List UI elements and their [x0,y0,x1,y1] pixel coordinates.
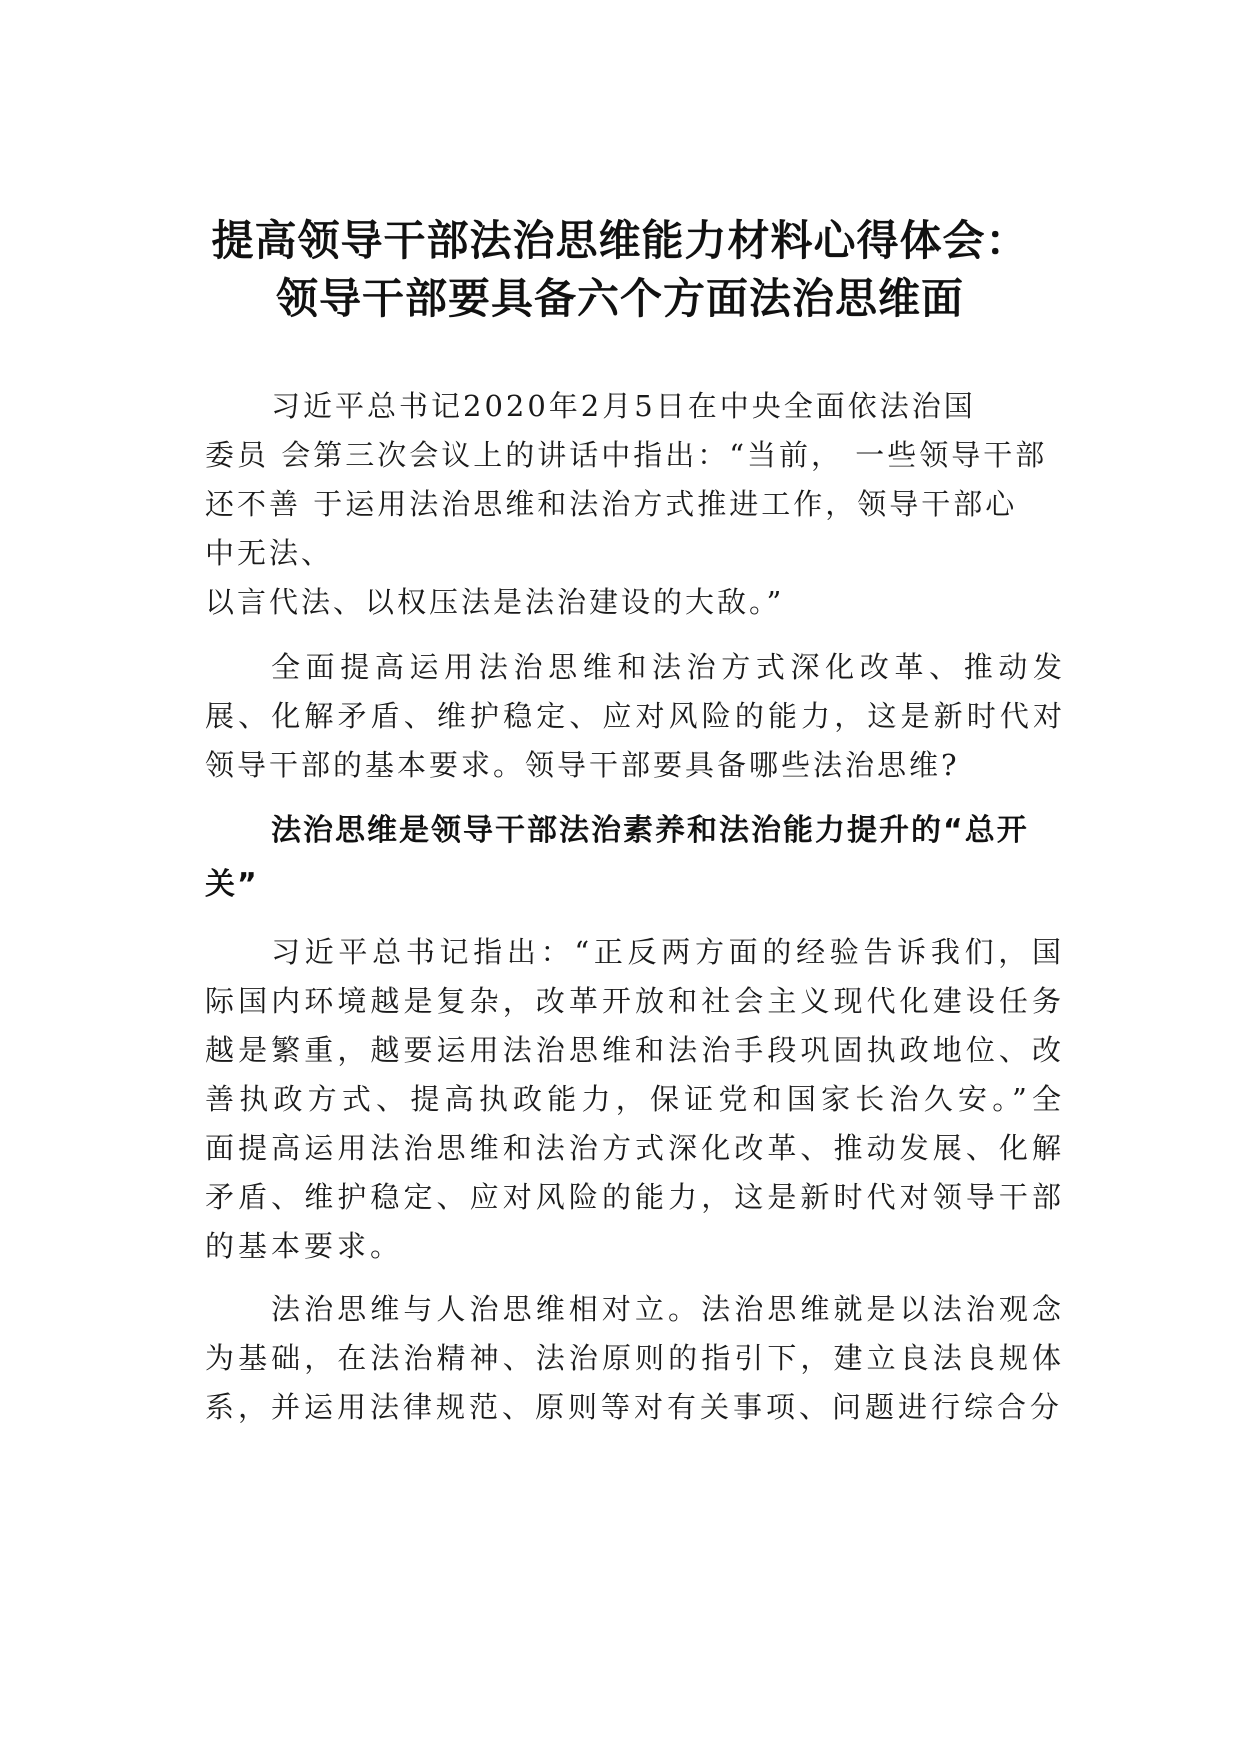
paragraph-1-line-5: 以言代法、以权压法是法治建设的大敌。” [205,585,785,619]
paragraph-1-line-3: 还不善 于运用法治思维和法治方式推进工作，领导干部心 [205,487,1018,521]
title-line-1: 提高领导干部法治思维能力材料心得体会： [211,216,1029,265]
section-heading: 法治思维是领导干部法治素养和法治能力提升的“总开关” [205,813,1029,902]
paragraph-2: 全面提高运用法治思维和法治方式深化改革、推动发展、化解矛盾、维护稳定、应对风险的能力，这是新时代对领导干部的基本要求。领导干部要具备哪些法治思维? [205,650,1065,782]
document-title [160,212,1080,328]
document-body [205,382,1065,1446]
paragraph-1-line-2: 委员 会第三次会议上的讲话中指出：“当前， 一些领导干部 [205,438,1048,472]
paragraph-4: 法治思维与人治思维相对立。法治思维就是以法治观念为基础，在法治精神、法治原则的指引下，建立良法良规体系，并运用法律规范、原则等对有关事项、问题进行综合分 [205,1292,1065,1424]
paragraph-3: 习近平总书记指出：“正反两方面的经验告诉我们，国际国内环境越是复杂，改革开放和社会主义现代化建设任务越是繁重，越要运用法治思维和法治手段巩固执政地位、改善执政方式、提高执政能力，保证党和国家长治久安。”全面提高运用法治思维和法治方式深化改革、推动发展、化解矛盾、维护稳定、应对风险的能力，这是新时代对领导干部的基本要求。 [205,935,1065,1263]
paragraph-1-line-1: 习近平总书记2020年2月5日在中央全面依法治国 [271,389,976,423]
paragraph-1 [205,382,1065,627]
paragraph-1-line-4: 中无法、 [205,536,334,570]
title-line-2: 领导干部要具备六个方面法治思维面 [275,274,964,323]
